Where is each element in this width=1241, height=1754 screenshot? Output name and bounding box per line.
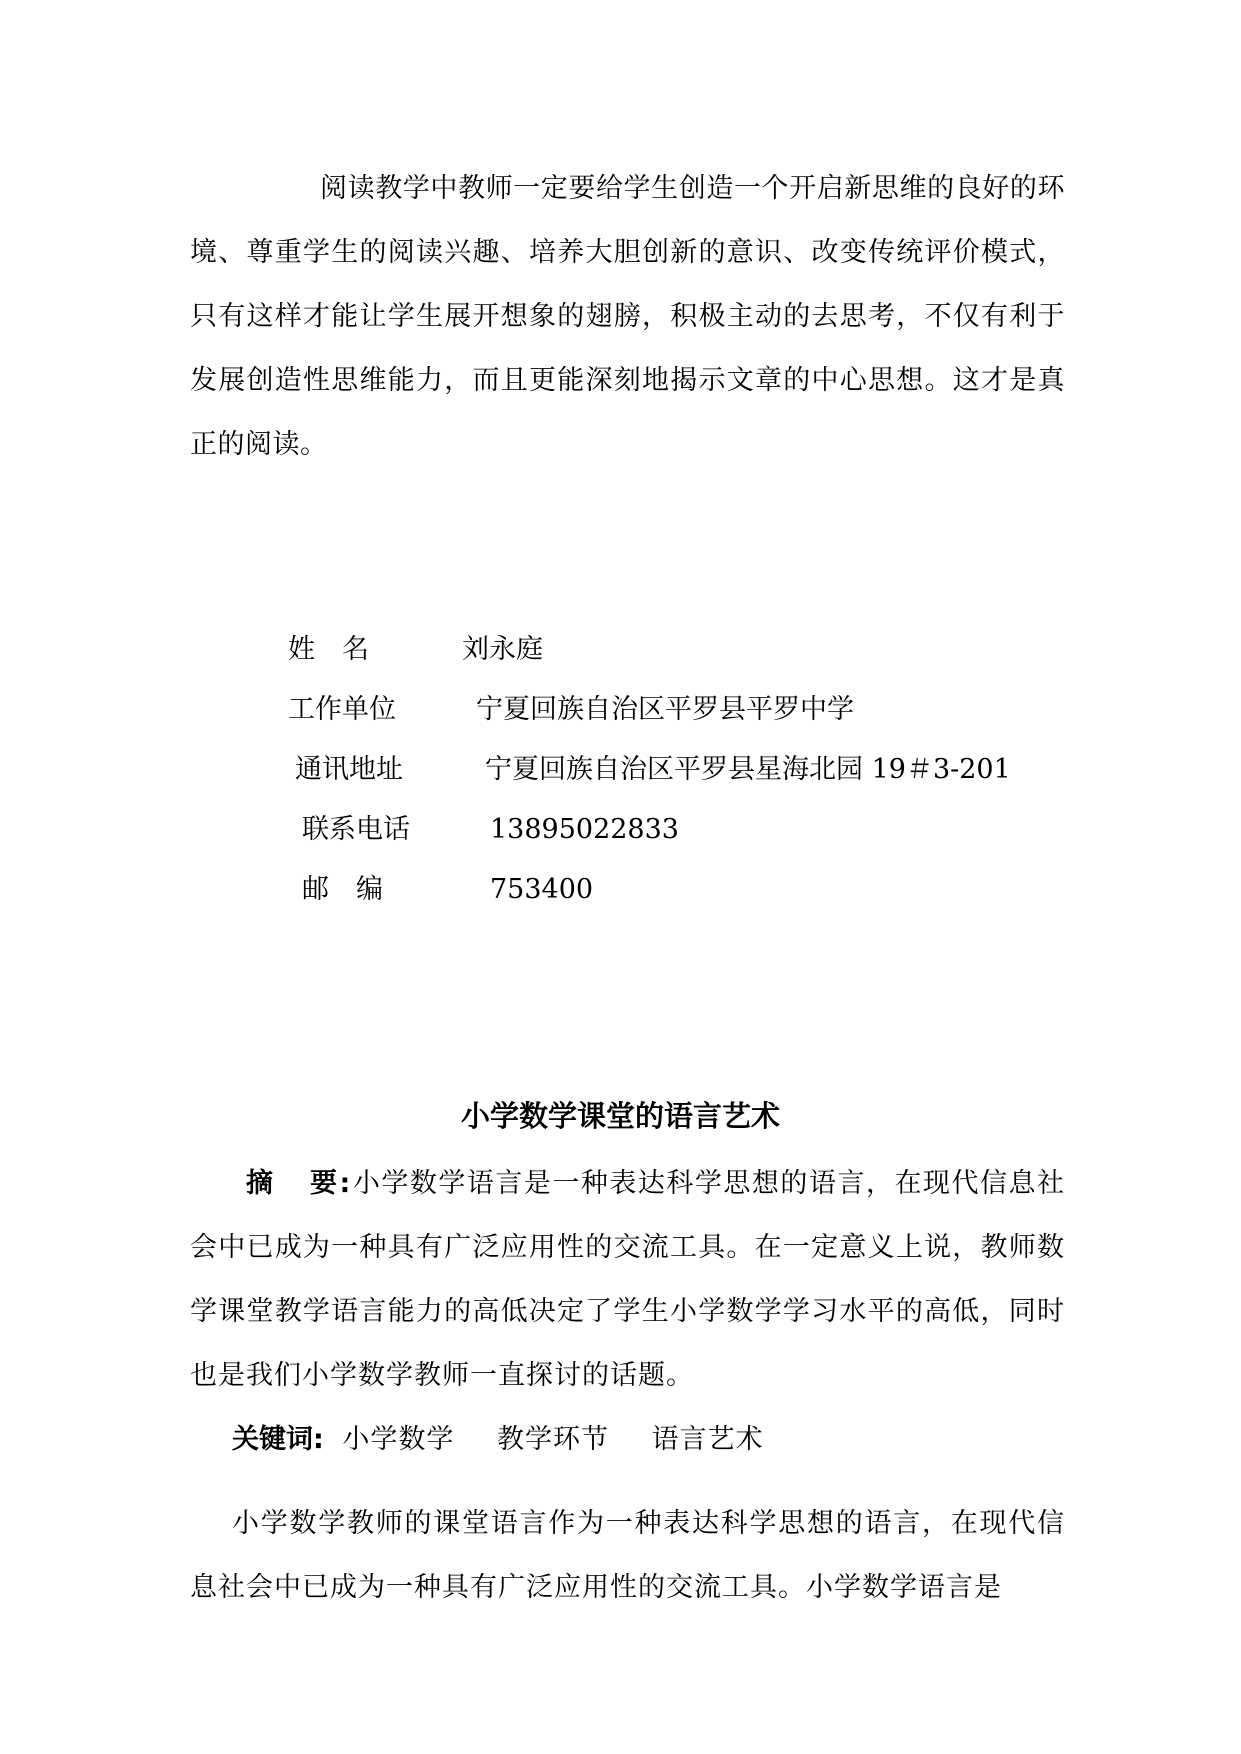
- phone-value: 13895022833: [490, 814, 679, 845]
- name-value: 刘永庭: [462, 634, 543, 665]
- keyword-item: 语言艺术: [651, 1424, 764, 1455]
- top-paragraph: 阅读教学中教师一定要给学生创造一个开启新思维的良好的环境、尊重学生的阅读兴趣、培养大胆创新的意识、改变传统评价模式，只有这样才能让学生展开想象的翅膀，积极主动的去思考，不仅有利于发展创造性思维能力，而且更能深刻地揭示文章的中心思想。这才是真正的阅读。: [190, 173, 1065, 460]
- phone-label: 联系电话: [302, 814, 410, 845]
- article-title: 小学数学课堂的语言艺术: [460, 1099, 780, 1133]
- workplace-value: 宁夏回族自治区平罗县平罗中学: [476, 694, 854, 725]
- name-label: 姓 名: [288, 634, 369, 665]
- abstract-label: [246, 1168, 352, 1199]
- keyword-item: 小学数学: [342, 1424, 455, 1455]
- keyword-item: 教学环节: [497, 1424, 609, 1455]
- body-paragraph: 小学数学教师的课堂语言作为一种表达科学思想的语言，在现代信息社会中已成为一种具有广泛应用性的交流工具。小学数学语言是: [190, 1508, 1065, 1603]
- address-label: 通讯地址: [295, 754, 403, 785]
- address-value: 宁夏回族自治区平罗县星海北园 19＃3-201: [485, 754, 1011, 785]
- abstract-text: 小学数学语言是一种表达科学思想的语言，在现代信息社会中已成为一种具有广泛应用性的交流工具。在一定意义上说，教师数学课堂教学语言能力的高低决定了学生小学数学学习水平的高低，同时也是我们小学数学教师一直探讨的话题。: [190, 1168, 1065, 1391]
- postcode-value: 753400: [490, 874, 594, 905]
- abstract-paragraph: [190, 1152, 1065, 1408]
- workplace-label: 工作单位: [288, 694, 396, 725]
- keywords-line: [232, 1420, 798, 1460]
- postcode-label: 邮 编: [302, 874, 383, 905]
- keywords-label: 关键词:: [232, 1424, 324, 1455]
- abstract-label-part-2: 要:: [309, 1168, 353, 1199]
- abstract-label-part-1: 摘: [246, 1168, 276, 1199]
